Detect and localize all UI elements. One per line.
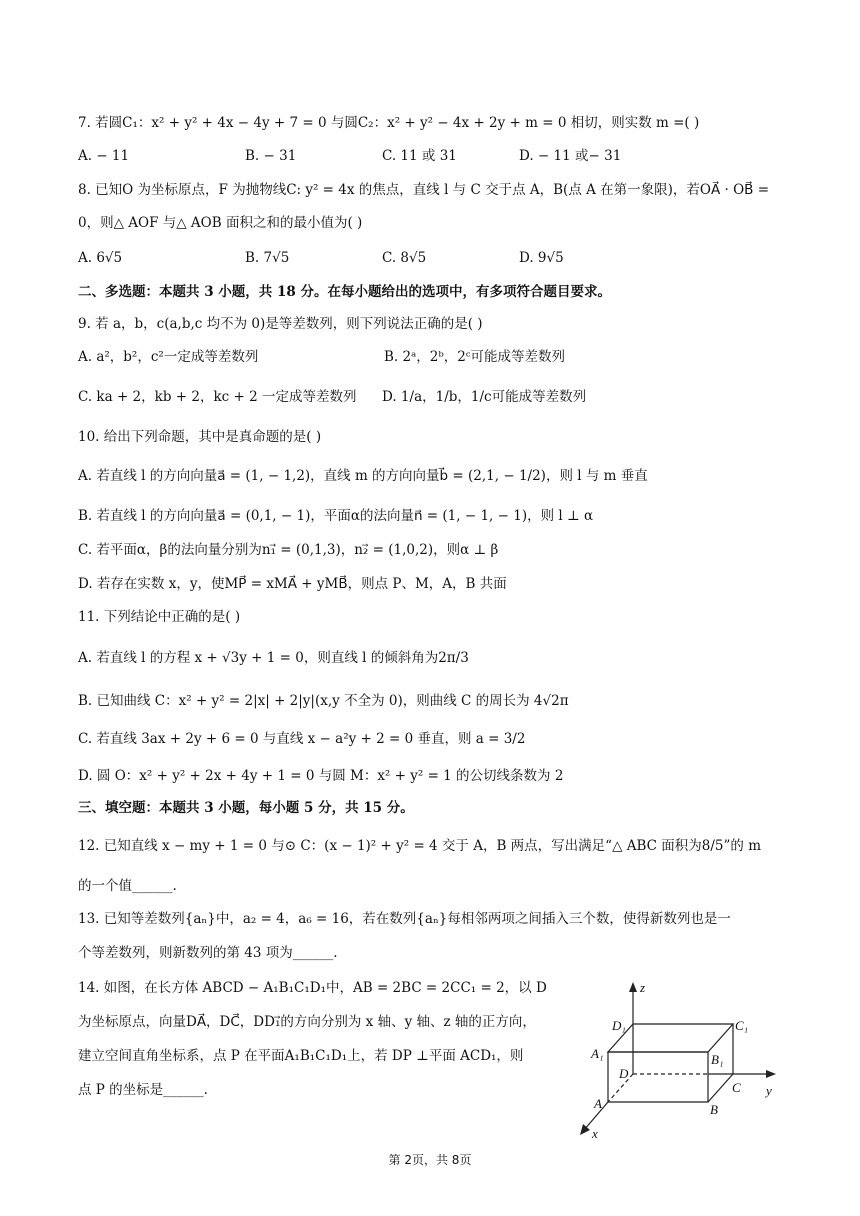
question-14-line1: 14. 如图，在长方体 ABCD − A₁B₁C₁D₁中，AB = 2BC = 2CC₁ = 2，以 D bbox=[78, 980, 547, 996]
q10-option-a: A. 若直线 l 的方向向量a⃗ = (1, − 1,2)，直线 m 的方向向量b⃗ = (2,1, − 1/2)，则 l 与 m 垂直 bbox=[78, 468, 648, 484]
q11-option-a: A. 若直线 l 的方程 x + √3y + 1 = 0，则直线 l 的倾斜角为2π/3 bbox=[78, 650, 469, 666]
section-heading-fill-in: 三、填空题：本题共 3 小题，每小题 5 分，共 15 分。 bbox=[78, 800, 414, 816]
question-13-line2: 个等差数列，则新数列的第 43 项为______. bbox=[78, 945, 338, 961]
label-b1: B₁ bbox=[711, 1052, 724, 1067]
label-d1: D₁ bbox=[612, 1018, 626, 1033]
label-b: B bbox=[710, 1102, 718, 1117]
label-x: x bbox=[592, 1126, 598, 1141]
question-12-line2: 的一个值______. bbox=[78, 878, 177, 894]
q11-option-b: B. 已知曲线 C：x² + y² = 2|x| + 2|y|(x,y 不全为 0)，则曲线 C 的周长为 4√2π bbox=[78, 693, 569, 709]
q9-option-b: B. 2ᵃ，2ᵇ，2ᶜ可能成等差数列 bbox=[384, 349, 566, 365]
y-axis-arrow bbox=[766, 1070, 776, 1078]
question-10-stem: 10. 给出下列命题，其中是真命题的是( ) bbox=[78, 429, 322, 445]
edge-c-b bbox=[708, 1074, 733, 1102]
page-footer: 第 2页，共 8页 bbox=[388, 1153, 472, 1167]
q11-option-c: C. 若直线 3ax + 2y + 6 = 0 与直线 x − a²y + 2 = 0 垂直，则 a = 3/2 bbox=[78, 731, 526, 747]
question-11-stem: 11. 下列结论中正确的是( ) bbox=[78, 609, 241, 625]
q7-option-d: D. − 11 或− 31 bbox=[519, 148, 622, 164]
question-8-stem-line2: 0，则△ AOF 与△ AOB 面积之和的最小值为( ) bbox=[78, 215, 363, 231]
label-d: D bbox=[619, 1066, 629, 1081]
question-13-line1: 13. 已知等差数列{aₙ}中，a₂ = 4，a₆ = 16，若在数列{aₙ}每相邻两项之间插入三个数，使得新数列也是一 bbox=[78, 911, 731, 927]
question-7-stem: 7. 若圆C₁：x² + y² + 4x − 4y + 7 = 0 与圆C₂：x² + y² − 4x + 2y + m = 0 相切，则实数 m =( ) bbox=[78, 115, 700, 131]
q10-option-d: D. 若存在实数 x，y，使MP⃗ = xMA⃗ + yMB⃗，则点 P、M，A，B 共面 bbox=[78, 576, 507, 592]
q9-option-d: D. 1/a，1/b，1/c可能成等差数列 bbox=[382, 389, 587, 405]
q7-option-a: A. − 11 bbox=[78, 148, 130, 164]
question-9-stem: 9. 若 a，b，c(a,b,c 均不为 0)是等差数列，则下列说法正确的是( ) bbox=[78, 316, 483, 332]
q7-option-b: B. − 31 bbox=[245, 148, 297, 164]
q8-option-b: B. 7√5 bbox=[245, 250, 290, 266]
label-a: A bbox=[594, 1096, 602, 1111]
section-heading-multiple-choice: 二、多选题：本题共 3 小题，共 18 分。在每小题给出的选项中，有多项符合题目要求。 bbox=[78, 284, 611, 300]
q8-option-d: D. 9√5 bbox=[519, 250, 564, 266]
label-y: y bbox=[766, 1083, 772, 1098]
q8-option-c: C. 8√5 bbox=[382, 250, 427, 266]
q8-option-a: A. 6√5 bbox=[78, 250, 123, 266]
question-8-stem-line1: 8. 已知O 为坐标原点，F 为抛物线C: y² = 4x 的焦点，直线 l 与 C 交于点 A，B(点 A 在第一象限)，若OA⃗ · OB⃗ = bbox=[78, 182, 770, 198]
question-14-line4: 点 P 的坐标是______. bbox=[78, 1082, 208, 1098]
cuboid-figure bbox=[570, 978, 800, 1148]
q10-option-b: B. 若直线 l 的方向向量a⃗ = (0,1, − 1)，平面α的法向量n⃗ = (1, − 1, − 1)，则 l ⊥ α bbox=[78, 508, 594, 524]
question-14-line2: 为坐标原点，向量DA⃗，DC⃗，DD₁⃗的方向分别为 x 轴、y 轴、z 轴的正方向， bbox=[78, 1014, 536, 1030]
q7-option-c: C. 11 或 31 bbox=[382, 148, 457, 164]
question-12-line1: 12. 已知直线 x − my + 1 = 0 与⊙ C：(x − 1)² + y² = 4 交于 A，B 两点，写出满足“△ ABC 面积为8/5”的 m bbox=[78, 838, 762, 854]
label-c: C bbox=[732, 1080, 741, 1095]
q11-option-d: D. 圆 O：x² + y² + 2x + 4y + 1 = 0 与圆 M：x² + y² = 1 的公切线条数为 2 bbox=[78, 768, 564, 784]
label-a1: A₁ bbox=[591, 1046, 604, 1061]
label-z: z bbox=[640, 980, 646, 995]
q10-option-c: C. 若平面α，β的法向量分别为n₁⃗ = (0,1,3)，n₂⃗ = (1,0,2)，则α ⊥ β bbox=[78, 542, 499, 558]
z-axis-arrow bbox=[629, 982, 637, 992]
q9-option-c: C. ka + 2，kb + 2，kc + 2 一定成等差数列 bbox=[78, 389, 357, 405]
question-14-line3: 建立空间直角坐标系，点 P 在平面A₁B₁C₁D₁上，若 DP ⊥平面 ACD₁，则 bbox=[78, 1048, 524, 1064]
top-face bbox=[608, 1024, 733, 1052]
label-c1: C₁ bbox=[735, 1018, 749, 1033]
q9-option-a: A. a²，b²，c²一定成等差数列 bbox=[78, 349, 259, 365]
